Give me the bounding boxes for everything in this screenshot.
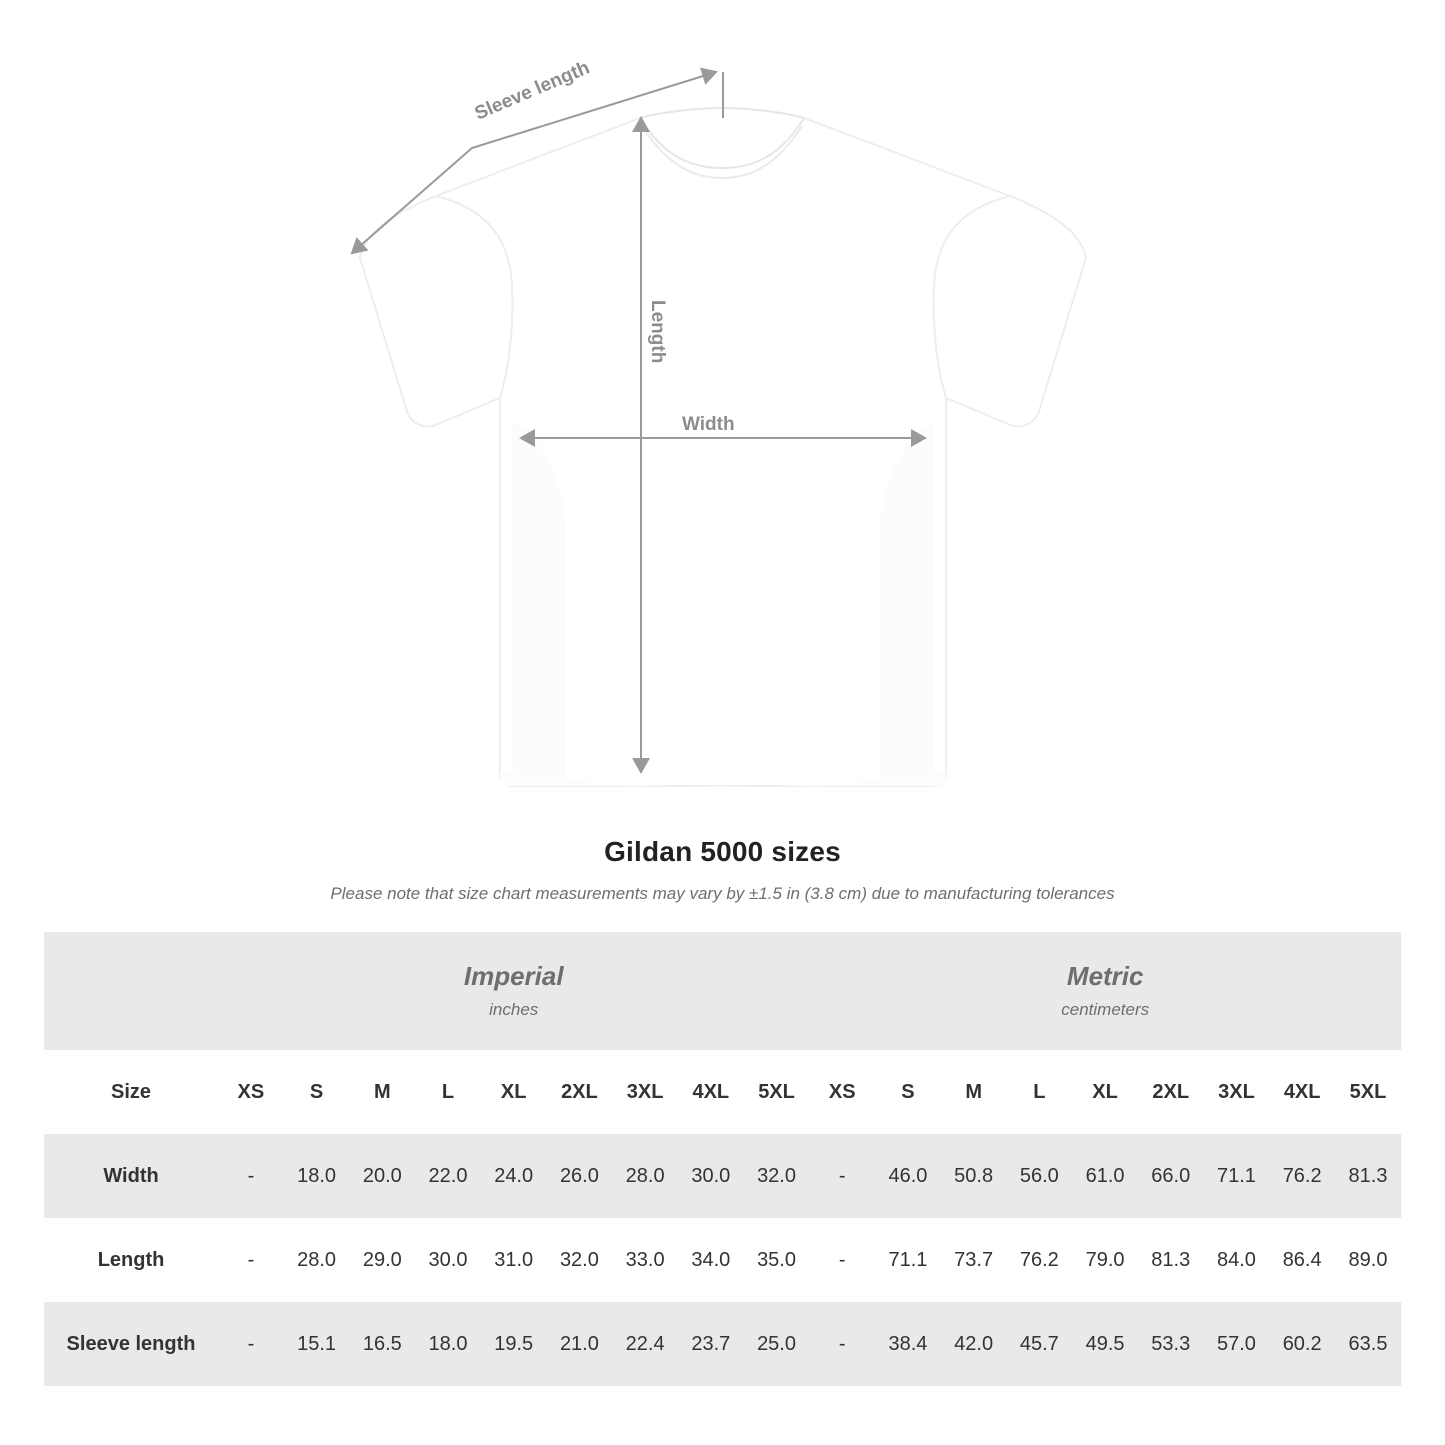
size-table — [44, 932, 1401, 1386]
cell-width-met-1: 46.0 — [875, 1134, 941, 1218]
cell-sleeve-imp-3: 18.0 — [415, 1302, 481, 1386]
size-col-imperial-2xl: 2XL — [547, 1050, 613, 1134]
cell-length-imp-8: 35.0 — [744, 1218, 810, 1302]
cell-width-met-5: 66.0 — [1138, 1134, 1204, 1218]
unit-title-imperial: Imperial — [463, 960, 564, 991]
cell-width-met-4: 61.0 — [1072, 1134, 1138, 1218]
cell-length-met-5: 81.3 — [1138, 1218, 1204, 1302]
table-row — [44, 1302, 1401, 1386]
unit-sub-imperial: inches — [489, 1000, 539, 1020]
cell-length-met-4: 79.0 — [1072, 1218, 1138, 1302]
unit-header-row — [44, 932, 1401, 1050]
size-col-metric-5xl: 5XL — [1335, 1050, 1401, 1134]
cell-length-met-8: 89.0 — [1335, 1218, 1401, 1302]
cell-sleeve-imp-1: 15.1 — [284, 1302, 350, 1386]
cell-width-imp-2: 20.0 — [349, 1134, 415, 1218]
size-col-imperial-3xl: 3XL — [612, 1050, 678, 1134]
cell-width-met-3: 56.0 — [1007, 1134, 1073, 1218]
cell-sleeve-met-7: 60.2 — [1269, 1302, 1335, 1386]
cell-sleeve-met-4: 49.5 — [1072, 1302, 1138, 1386]
row-label-width: Width — [44, 1134, 218, 1218]
unit-group-metric — [809, 932, 1401, 1050]
cell-length-met-2: 73.7 — [941, 1218, 1007, 1302]
cell-sleeve-imp-8: 25.0 — [744, 1302, 810, 1386]
cell-sleeve-met-8: 63.5 — [1335, 1302, 1401, 1386]
cell-width-imp-6: 28.0 — [612, 1134, 678, 1218]
row-header-size: Size — [44, 1050, 218, 1134]
cell-sleeve-imp-0: - — [218, 1302, 284, 1386]
width-label: Width — [682, 414, 735, 435]
cell-length-met-3: 76.2 — [1007, 1218, 1073, 1302]
chart-title: Gildan 5000 sizes — [604, 836, 841, 867]
cell-width-imp-0: - — [218, 1134, 284, 1218]
cell-sleeve-met-6: 57.0 — [1204, 1302, 1270, 1386]
table-row — [44, 1218, 1401, 1302]
cell-sleeve-imp-5: 21.0 — [547, 1302, 613, 1386]
cell-sleeve-met-0: - — [809, 1302, 875, 1386]
cell-sleeve-imp-6: 22.4 — [612, 1302, 678, 1386]
size-col-metric-s: S — [875, 1050, 941, 1134]
size-header-row — [44, 1050, 1401, 1134]
cell-width-met-8: 81.3 — [1335, 1134, 1401, 1218]
cell-length-met-1: 71.1 — [875, 1218, 941, 1302]
cell-length-imp-0: - — [218, 1218, 284, 1302]
cell-length-imp-7: 34.0 — [678, 1218, 744, 1302]
cell-length-imp-6: 33.0 — [612, 1218, 678, 1302]
cell-width-imp-1: 18.0 — [284, 1134, 350, 1218]
cell-length-met-0: - — [809, 1218, 875, 1302]
cell-sleeve-imp-2: 16.5 — [349, 1302, 415, 1386]
sleeve-length-label: Sleeve length — [471, 57, 593, 125]
size-col-metric-2xl: 2XL — [1138, 1050, 1204, 1134]
tshirt-shape — [360, 108, 1086, 787]
cell-length-imp-3: 30.0 — [415, 1218, 481, 1302]
cell-sleeve-met-3: 45.7 — [1007, 1302, 1073, 1386]
cell-width-imp-4: 24.0 — [481, 1134, 547, 1218]
cell-sleeve-met-5: 53.3 — [1138, 1302, 1204, 1386]
size-col-imperial-5xl: 5XL — [744, 1050, 810, 1134]
cell-width-imp-5: 26.0 — [547, 1134, 613, 1218]
row-label-length: Length — [44, 1218, 218, 1302]
cell-width-met-0: - — [809, 1134, 875, 1218]
cell-sleeve-met-1: 38.4 — [875, 1302, 941, 1386]
cell-width-met-7: 76.2 — [1269, 1134, 1335, 1218]
cell-width-imp-8: 32.0 — [744, 1134, 810, 1218]
size-col-imperial-xl: XL — [481, 1050, 547, 1134]
cell-length-imp-5: 32.0 — [547, 1218, 613, 1302]
size-col-metric-m: M — [941, 1050, 1007, 1134]
cell-length-met-6: 84.0 — [1204, 1218, 1270, 1302]
size-col-metric-xl: XL — [1072, 1050, 1138, 1134]
unit-group-imperial — [218, 932, 809, 1050]
size-col-metric-4xl: 4XL — [1269, 1050, 1335, 1134]
cell-length-met-7: 86.4 — [1269, 1218, 1335, 1302]
size-col-metric-3xl: 3XL — [1204, 1050, 1270, 1134]
cell-sleeve-imp-4: 19.5 — [481, 1302, 547, 1386]
size-table-wrap — [44, 932, 1401, 1386]
chart-heading — [0, 836, 1445, 904]
size-col-metric-xs: XS — [809, 1050, 875, 1134]
cell-width-imp-7: 30.0 — [678, 1134, 744, 1218]
size-col-imperial-4xl: 4XL — [678, 1050, 744, 1134]
unit-sub-metric: centimeters — [1061, 1000, 1150, 1020]
cell-sleeve-met-2: 42.0 — [941, 1302, 1007, 1386]
size-col-imperial-m: M — [349, 1050, 415, 1134]
cell-width-met-2: 50.8 — [941, 1134, 1007, 1218]
size-col-imperial-s: S — [284, 1050, 350, 1134]
length-label: Length — [647, 300, 668, 364]
unit-title-metric: Metric — [1066, 960, 1144, 991]
size-col-metric-l: L — [1007, 1050, 1073, 1134]
cell-length-imp-2: 29.0 — [349, 1218, 415, 1302]
cell-width-met-6: 71.1 — [1204, 1134, 1270, 1218]
size-col-imperial-xs: XS — [218, 1050, 284, 1134]
cell-sleeve-imp-7: 23.7 — [678, 1302, 744, 1386]
chart-note: Please note that size chart measurements may vary by ±1.5 in (3.8 cm) due to manufacturing tolerances — [330, 884, 1115, 903]
unit-spacer — [44, 932, 218, 1050]
cell-length-imp-4: 31.0 — [481, 1218, 547, 1302]
cell-width-imp-3: 22.0 — [415, 1134, 481, 1218]
row-label-sleeve-length: Sleeve length — [44, 1302, 218, 1386]
table-row — [44, 1134, 1401, 1218]
size-col-imperial-l: L — [415, 1050, 481, 1134]
cell-length-imp-1: 28.0 — [284, 1218, 350, 1302]
